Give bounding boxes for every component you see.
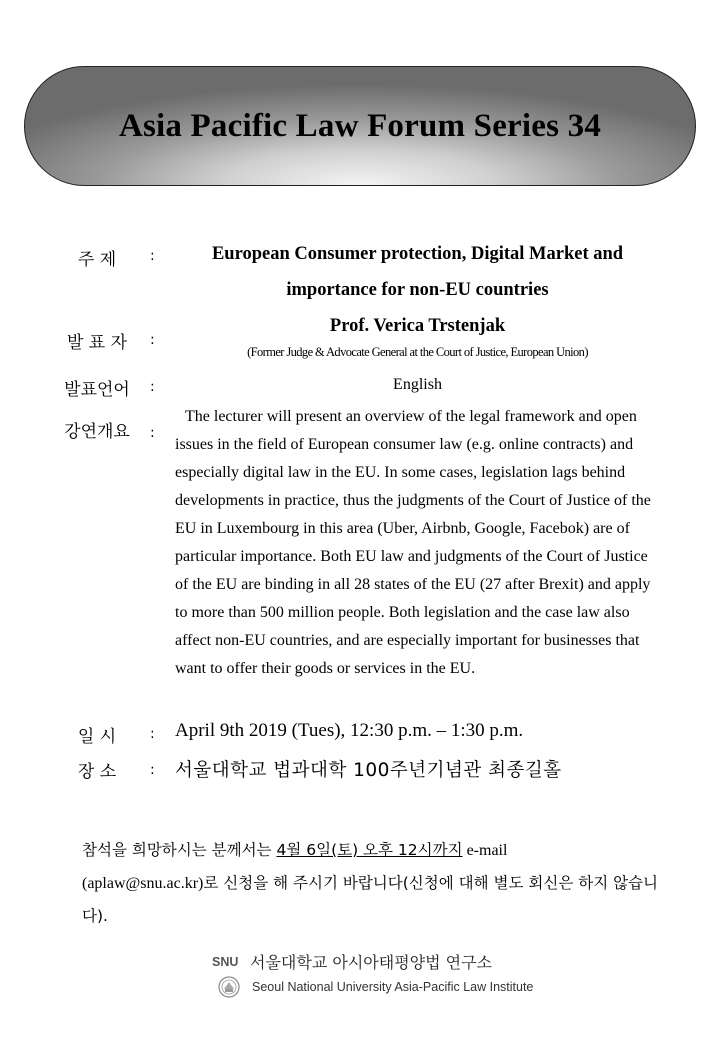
abstract-text	[175, 403, 660, 683]
colon-topic: :	[150, 248, 155, 264]
label-topic: 주 제	[77, 250, 117, 270]
topic-line-1: European Consumer protection, Digital Market and	[211, 244, 624, 264]
page-title: Asia Pacific Law Forum Series 34	[118, 107, 602, 144]
institute-name-en: Seoul National University Asia-Pacific Law Institute	[252, 980, 534, 994]
snu-wordmark: SNU	[212, 954, 239, 969]
colon-date: :	[150, 726, 155, 742]
topic-line-2: importance for non-EU countries	[286, 280, 549, 300]
topic-value	[175, 236, 660, 308]
notice-email: (aplaw@snu.ac.kr)	[82, 875, 204, 892]
speaker-value	[175, 312, 660, 364]
notice-email-word: e-mail	[462, 842, 508, 859]
speaker-name: Prof. Verica Trstenjak	[329, 316, 506, 336]
label-language: 발표언어	[64, 380, 130, 400]
institute-name-ko: 서울대학교 아시아태평양법 연구소	[250, 953, 493, 972]
label-abstract: 강연개요	[64, 422, 130, 442]
notice-text-1: 참석을 희망하시는 분께서는	[82, 841, 277, 859]
colon-speaker: :	[150, 332, 155, 348]
abstract-paragraph: The lecturer will present an overview of the legal framework and open issues in the field of European consumer law (e.g. online contracts) and especially digital law in the EU. In some cases, legislation lags behind developments in practice, thus the judgments of the Court of Justice of the EU in Luxembourg in this area (Uber, Airbnb, Google, Facebok) are of particular importance. Both EU law and judgments of the Court of Justice of the EU are binding in all 28 states of the EU (27 after Brexit) and apply to more than 500 million people. Both legislation and the case law also affect non-EU countries, and are especially important for businesses that want to offer their goods or services in the EU.	[175, 408, 651, 677]
title-banner	[24, 66, 696, 186]
notice-text-2: 로 신청을 해 주시기 바랍니다(신청에 대해 별도 회신은 하지 않습니다).	[82, 874, 659, 925]
venue-value: 서울대학교 법과대학 100주년기념관 최종길홀	[175, 760, 562, 781]
language-value: English	[393, 376, 442, 393]
label-speaker: 발 표 자	[66, 333, 128, 353]
date-value: April 9th 2019 (Tues), 12:30 p.m. – 1:30 p.m.	[175, 720, 524, 741]
colon-language: :	[150, 379, 155, 395]
institute-footer	[212, 950, 552, 998]
label-date: 일 시	[77, 727, 117, 747]
colon-venue: :	[150, 762, 155, 778]
colon-abstract: :	[150, 425, 155, 441]
speaker-affiliation: (Former Judge & Advocate General at the Court of Justice, European Union)	[247, 345, 588, 359]
snu-seal-icon	[218, 976, 240, 998]
label-venue: 장 소	[77, 762, 117, 782]
registration-notice	[82, 834, 662, 933]
notice-deadline: 4월 6일(토) 오후 12시까지	[276, 841, 463, 859]
